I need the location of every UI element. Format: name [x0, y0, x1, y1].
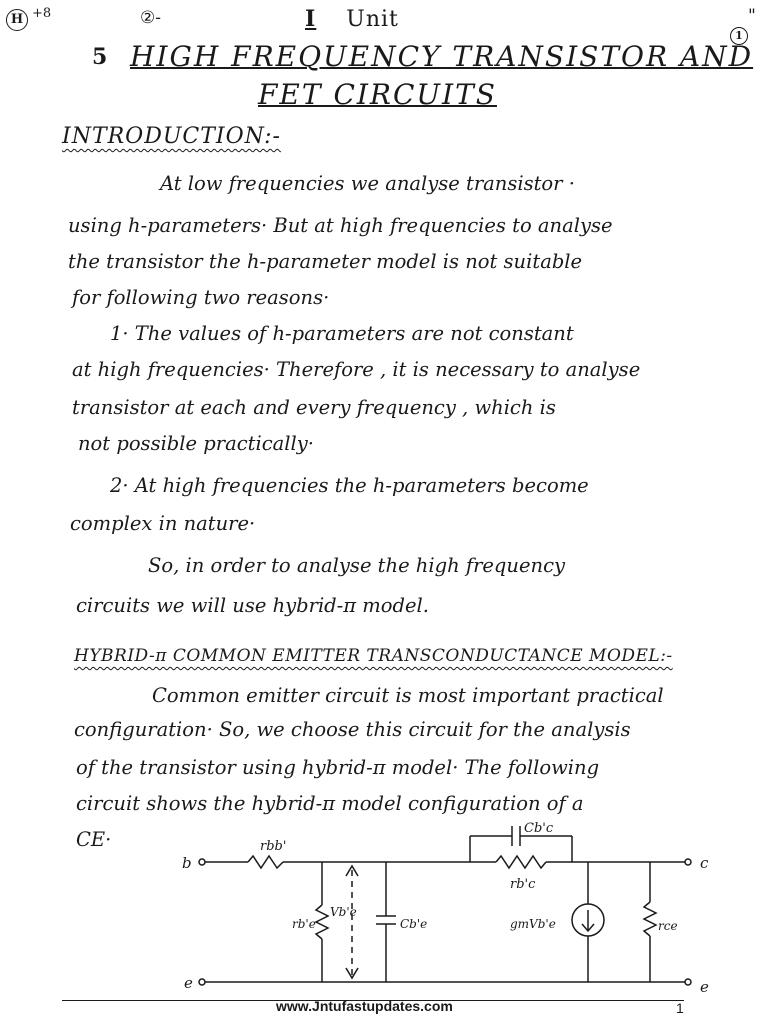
text-line: configuration· So, we choose this circuit for the analysis [74, 718, 631, 741]
hybrid-heading: HYBRID-π COMMON EMITTER TRANSCONDUCTANCE MODEL:- [74, 646, 673, 666]
text-line: So, in order to analyse the high frequency [148, 554, 566, 577]
label-c: c [700, 854, 709, 872]
unit-heading [305, 6, 399, 32]
terminal-b [199, 859, 205, 865]
circled-mark: H [6, 8, 28, 31]
resistor-rce [644, 902, 656, 936]
resistor-rbc [496, 856, 546, 868]
text-line: circuit shows the hybrid-π model configuration of a [76, 792, 584, 815]
title-line-1: HIGH FREQUENCY TRANSISTOR AND [130, 40, 754, 73]
mark-after-circle: +8 [32, 6, 52, 21]
label-rbb: rbb' [260, 839, 287, 854]
text-line: circuits we will use hybrid-π model. [76, 594, 429, 617]
resistor-rbb [248, 856, 283, 868]
text-line: Common emitter circuit is most important practical [152, 684, 664, 707]
text-line: at high frequencies· Therefore , it is necessary to analyse [72, 358, 641, 381]
item-mark: ②- [140, 8, 161, 28]
label-cbe: Cb'e [400, 917, 428, 931]
label-cbc: Cb'c [524, 821, 554, 836]
text-line: for following two reasons· [72, 286, 330, 309]
unit-roman: I [305, 6, 317, 32]
unit-word: Unit [346, 7, 399, 32]
hybrid-pi-circuit [180, 821, 720, 1000]
terminal-e-left [199, 979, 205, 985]
text-line: using h-parameters· But at high frequencies to analyse [68, 214, 613, 237]
label-rbe: rb'e [292, 917, 316, 931]
label-current-source: gmVb'e [510, 917, 556, 931]
introduction-heading: INTRODUCTION:- [62, 124, 281, 149]
label-e-left: e [184, 974, 193, 992]
text-line: not possible practically· [78, 432, 314, 455]
page-circle: 1 [730, 24, 748, 45]
label-vbe: Vb'e [330, 905, 357, 919]
text-line: CE· [76, 828, 112, 851]
text-line: At low frequencies we analyse transistor · [160, 172, 575, 195]
text-line: of the transistor using hybrid-π model· The following [76, 756, 600, 779]
text-line: complex in nature· [70, 512, 256, 535]
terminal-c [685, 859, 691, 865]
text-line: transistor at each and every frequency , which is [72, 396, 556, 419]
title-bullet: 5 [92, 44, 108, 70]
top-right-quote: " [748, 6, 756, 26]
label-b: b [182, 854, 192, 872]
footer-page-number: 1 [676, 1000, 684, 1016]
resistor-rbe [316, 905, 328, 939]
text-line: the transistor the h-parameter model is not suitable [68, 250, 583, 273]
text-line: 2· At high frequencies the h-parameters become [110, 474, 589, 497]
title-line-2: FET CIRCUITS [258, 78, 497, 111]
footer-link[interactable]: www.Jntufastupdates.com [276, 998, 453, 1014]
text-line: 1· The values of h-parameters are not constant [110, 322, 574, 345]
label-e-right: e [700, 978, 709, 996]
label-rce: rce [658, 919, 678, 933]
terminal-e-right [685, 979, 691, 985]
label-rbc: rb'c [510, 877, 536, 892]
